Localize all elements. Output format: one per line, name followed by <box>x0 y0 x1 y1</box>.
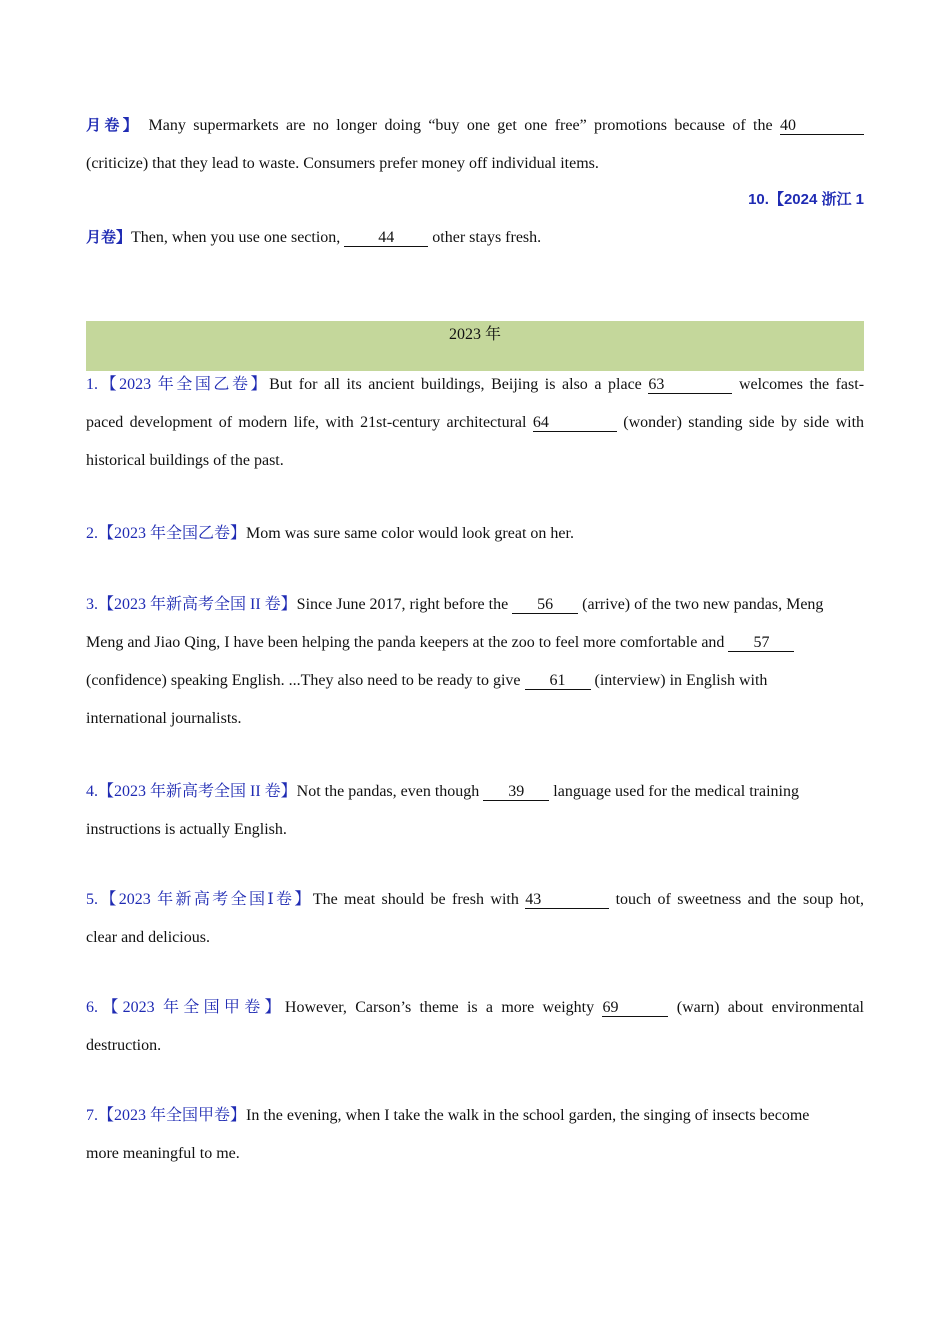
answer-blank-69[interactable]: 69 <box>602 999 668 1017</box>
sentence-text: (interview) in English with <box>594 672 768 689</box>
item-number: 6. <box>86 999 98 1016</box>
year-header-text: 2023 年 <box>448 326 501 343</box>
answer-blank-61[interactable]: 61 <box>525 672 591 690</box>
item-3-line-4 <box>86 709 864 729</box>
sentence-text: paced development of modern life, with 21st-century architectural <box>86 414 527 431</box>
sentence-text: However, Carson’s theme is a more weighty <box>284 999 595 1016</box>
sentence-text: destruction. <box>86 1037 162 1054</box>
item-5-line-1 <box>86 890 864 910</box>
item-2-line-1 <box>86 524 864 544</box>
answer-blank-57[interactable]: 57 <box>728 634 794 652</box>
source-tag: 【2023 年全国甲卷】 <box>98 1107 247 1124</box>
item-1-line-1 <box>86 375 864 395</box>
item-4-line-2 <box>86 820 864 840</box>
sentence-text: Many supermarkets are no longer doing “buy one get one free” promotions because of the <box>148 117 773 134</box>
sentence-text: international journalists. <box>86 710 242 727</box>
sentence-text: The meat should be fresh with <box>312 891 519 908</box>
sentence-text: Then, when you use one section, <box>131 229 341 246</box>
item-number: 4. <box>86 783 98 800</box>
sentence-text: instructions is actually English. <box>86 821 287 838</box>
item-number: 5. <box>86 891 98 908</box>
item-5-line-2 <box>86 928 864 948</box>
sentence-text: welcomes the fast- <box>738 376 865 393</box>
item-number: 2. <box>86 525 98 542</box>
sentence-text: Not the pandas, even though <box>296 783 480 800</box>
source-tag: 月卷】 <box>86 117 142 134</box>
item-6-line-2 <box>86 1036 864 1056</box>
sentence-text: In the evening, when I take the walk in the school garden, the singing of insects become <box>246 1107 810 1124</box>
sentence-text: (arrive) of the two new pandas, Meng <box>582 596 824 613</box>
item-7-line-1 <box>86 1106 864 1126</box>
item-6-line-1 <box>86 998 864 1018</box>
sentence-text: (confidence) speaking English. ...They also need to be ready to give <box>86 672 521 689</box>
source-tag: 月卷】 <box>86 229 132 246</box>
item-10-line <box>86 228 864 248</box>
sentence-text: But for all its ancient buildings, Beijing is also a place <box>269 376 642 393</box>
source-tag: 【2023 年新高考全国Ⅰ卷】 <box>98 891 313 908</box>
item-number: 1. <box>86 376 98 393</box>
sentence-text: other stays fresh. <box>432 229 542 246</box>
item-1-line-3 <box>86 451 864 471</box>
answer-blank-44[interactable]: 44 <box>344 229 428 247</box>
item-9-line-2 <box>86 154 864 174</box>
answer-blank-64[interactable]: 64 <box>533 414 617 432</box>
item-10-heading <box>86 190 864 210</box>
sentence-text: more meaningful to me. <box>86 1145 240 1162</box>
source-tag: 【2023 年全国乙卷】 <box>98 376 270 393</box>
answer-blank-63[interactable]: 63 <box>648 376 732 394</box>
sentence-text: Since June 2017, right before the <box>296 596 509 613</box>
item-4-line-1 <box>86 782 864 802</box>
year-section-header <box>86 321 864 371</box>
answer-blank-56[interactable]: 56 <box>512 596 578 614</box>
sentence-text: (wonder) standing side by side with <box>623 414 865 431</box>
item-7-line-2 <box>86 1144 864 1164</box>
item-3-line-2 <box>86 633 864 653</box>
source-tag: 【2023 年新高考全国 II 卷】 <box>98 596 297 613</box>
sentence-text: language used for the medical training <box>553 783 799 800</box>
item-number: 3. <box>86 596 98 613</box>
item-3-line-1 <box>86 595 864 615</box>
item-number: 7. <box>86 1107 98 1124</box>
sentence-text: Meng and Jiao Qing, I have been helping the panda keepers at the zoo to feel more comfortable and <box>86 634 725 651</box>
sentence-text: (warn) about environmental <box>676 999 865 1016</box>
item-number-source: 10.【2024 浙江 1 <box>748 191 864 208</box>
source-tag: 【2023 年全国乙卷】 <box>98 525 247 542</box>
item-3-line-3 <box>86 671 864 691</box>
source-tag: 【2023 年全国甲卷】 <box>98 999 285 1016</box>
item-9-line-1 <box>86 116 864 136</box>
answer-blank-43[interactable]: 43 <box>525 891 609 909</box>
source-tag: 【2023 年新高考全国 II 卷】 <box>98 783 297 800</box>
sentence-text: (criticize) that they lead to waste. Consumers prefer money off individual items. <box>86 155 599 172</box>
sentence-text: touch of sweetness and the soup hot, <box>615 891 865 908</box>
item-1-line-2 <box>86 413 864 433</box>
sentence-text: Mom was sure same color would look great on her. <box>246 525 574 542</box>
answer-blank-39[interactable]: 39 <box>483 783 549 801</box>
sentence-text: historical buildings of the past. <box>86 452 284 469</box>
answer-blank-40[interactable]: 40 <box>780 117 864 135</box>
sentence-text: clear and delicious. <box>86 929 210 946</box>
